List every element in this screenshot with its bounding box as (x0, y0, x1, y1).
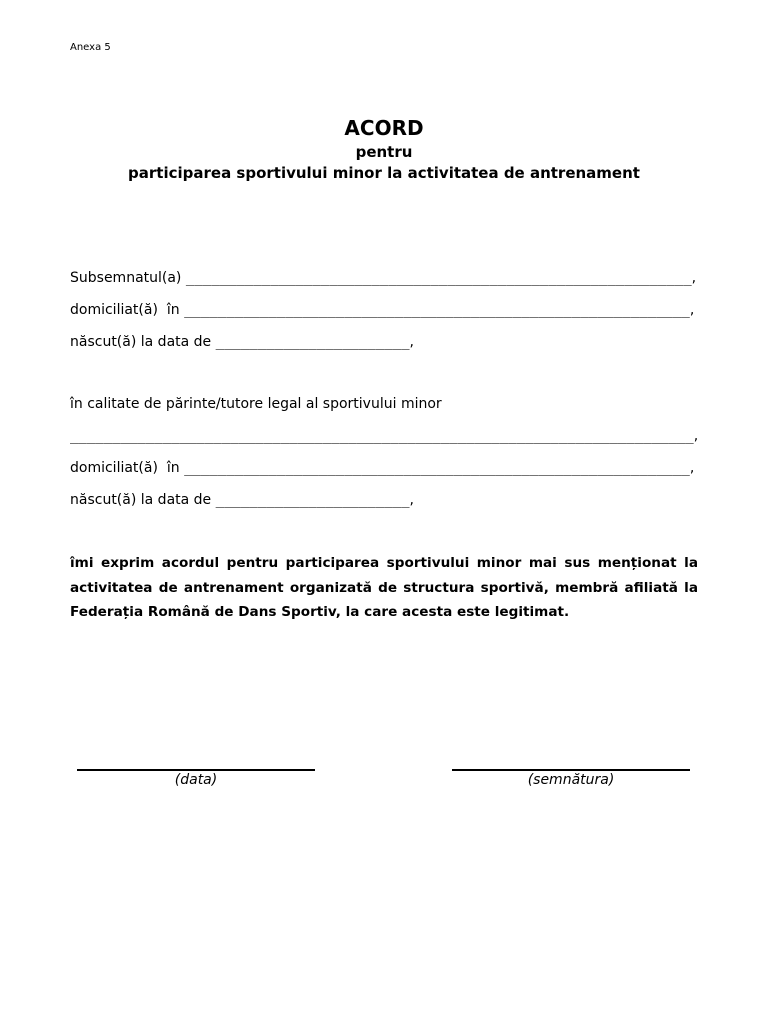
consent-paragraph (70, 551, 698, 625)
line-end-comma: , (409, 492, 414, 508)
minor-address-label: domiciliat(ă) în (70, 460, 180, 476)
document-subtitle-purpose: participarea sportivului minor la activitatea de antrenament (128, 164, 640, 182)
line-end-comma: , (693, 428, 699, 444)
line-end-comma: , (409, 334, 414, 350)
consent-paragraph-line: îmi exprim acordul pentru participarea sportivului minor mai sus menționat la (70, 555, 698, 571)
signature-label: (semnătura) (527, 772, 615, 788)
parent-address-blank: ____________________________________________________________ (184, 302, 690, 318)
minor-name-blank: __________________________________________________________________________ (70, 428, 694, 444)
parent-birth-label: născut(ă) la data de (70, 334, 212, 350)
line-end-comma: , (689, 460, 695, 476)
parent-address-line (70, 300, 694, 320)
parent-address-label: domiciliat(ă) în (70, 302, 180, 318)
guardian-role-text: în calitate de părinte/tutore legal al sportivului minor (70, 396, 442, 412)
minor-birth-blank: _______________________ (215, 492, 410, 508)
parent-birth-line (70, 332, 414, 352)
minor-address-line (70, 458, 694, 478)
minor-birth-line (70, 490, 414, 510)
date-label: (data) (174, 772, 218, 788)
parent-birth-blank: _______________________ (215, 334, 410, 350)
consent-paragraph-line: Federația Română de Dans Sportiv, la care acesta este legitimat. (70, 604, 570, 620)
minor-name-line (70, 426, 698, 446)
consent-paragraph-line: activitatea de antrenament organizată de structura sportivă, membră afiliată la (70, 579, 698, 596)
parent-name-label: Subsemnatul(a) (70, 270, 182, 286)
document-subtitle-for: pentru (355, 143, 413, 161)
parent-name-blank: ____________________________________________________________ (185, 270, 692, 286)
annex-label: Anexa 5 (70, 42, 111, 53)
line-end-comma: , (691, 270, 697, 286)
minor-address-blank: ____________________________________________________________ (184, 460, 690, 476)
minor-birth-label: născut(ă) la data de (70, 492, 212, 508)
document-title: ACORD (344, 116, 424, 140)
parent-name-line (70, 268, 696, 288)
line-end-comma: , (689, 302, 695, 318)
